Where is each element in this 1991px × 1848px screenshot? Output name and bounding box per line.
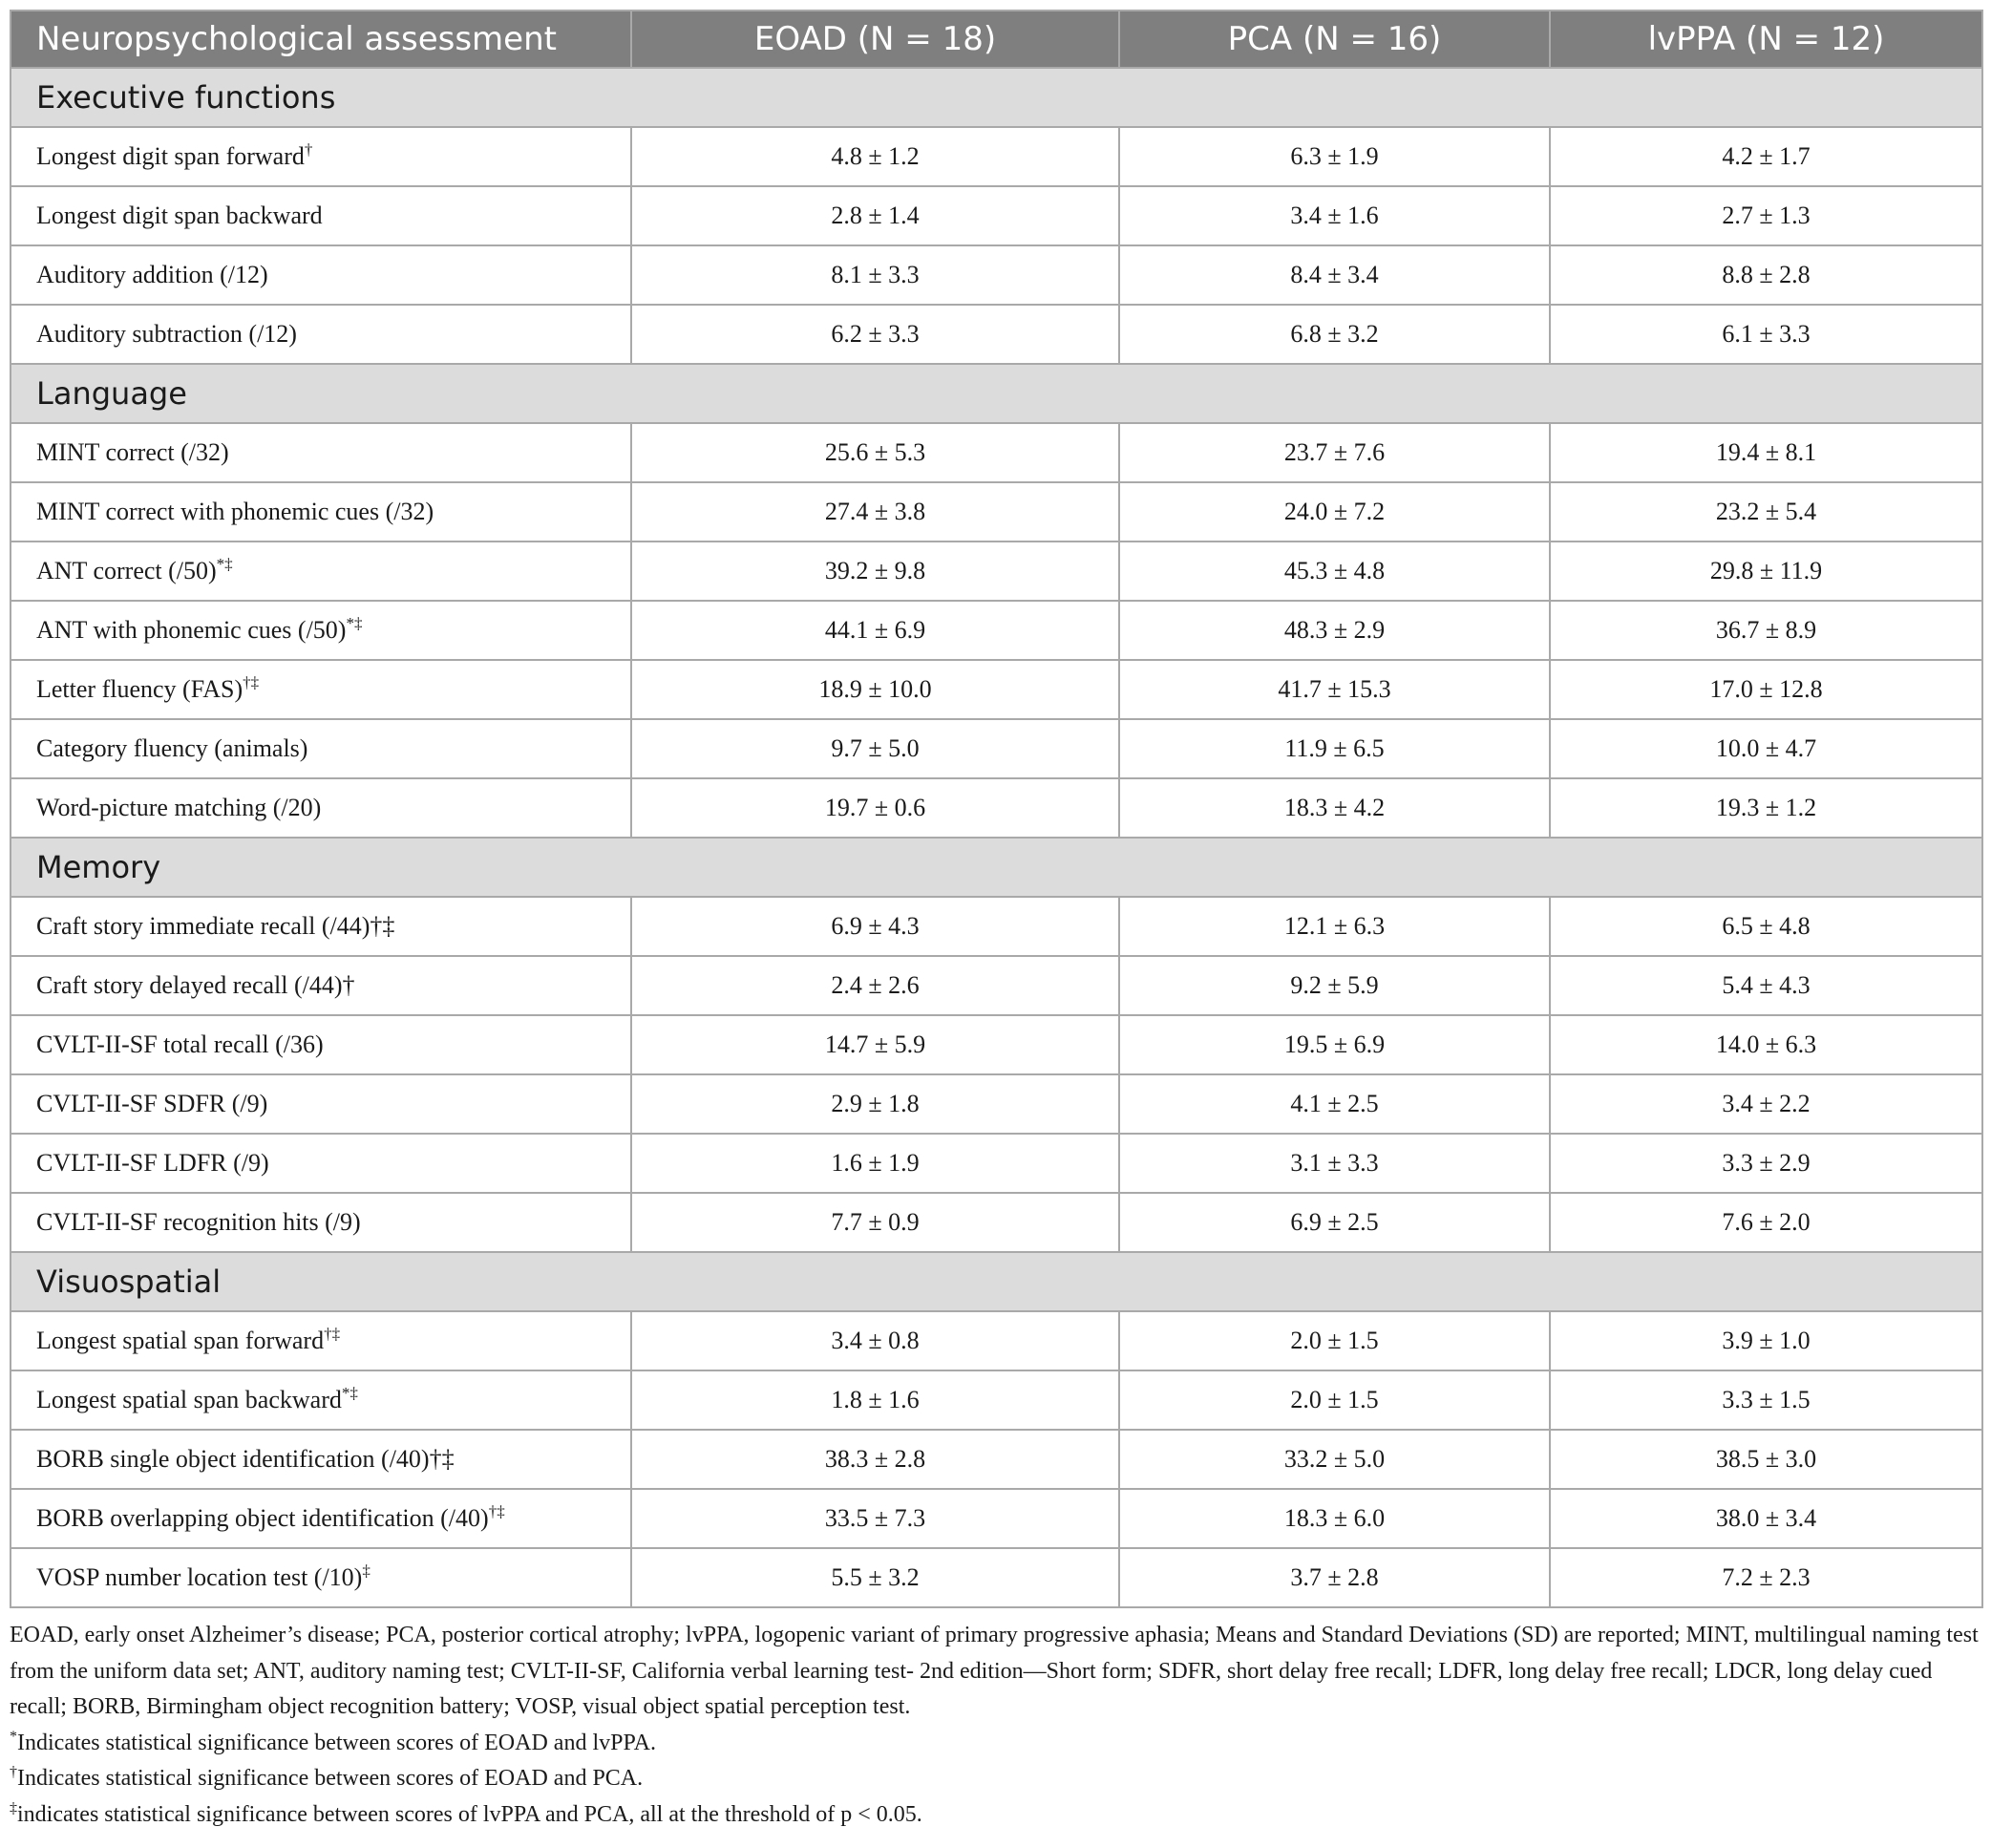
row-label: ANT correct (/50)	[36, 557, 217, 584]
table-row	[11, 1548, 1982, 1607]
row-label: MINT correct (/32)	[36, 438, 229, 466]
row-label: Longest spatial span forward	[36, 1327, 325, 1354]
significance-marks: †‡	[243, 673, 260, 691]
pca-value: 2.0 ± 1.5	[1119, 1311, 1550, 1370]
row-label: CVLT-II-SF recognition hits (/9)	[36, 1208, 361, 1236]
lvppa-value: 3.9 ± 1.0	[1550, 1311, 1982, 1370]
eoad-value: 3.4 ± 0.8	[631, 1311, 1119, 1370]
section-title: Memory	[11, 838, 1982, 897]
table-row	[11, 245, 1982, 305]
lvppa-value: 19.3 ± 1.2	[1550, 778, 1982, 838]
eoad-value: 39.2 ± 9.8	[631, 542, 1119, 601]
pca-value: 6.9 ± 2.5	[1119, 1193, 1550, 1252]
row-label: Word-picture matching (/20)	[36, 794, 322, 821]
pca-value: 45.3 ± 4.8	[1119, 542, 1550, 601]
row-label: Longest spatial span backward	[36, 1386, 342, 1413]
row-label: BORB overlapping object identification (/40)	[36, 1504, 489, 1532]
eoad-value: 25.6 ± 5.3	[631, 423, 1119, 482]
table-row	[11, 1015, 1982, 1074]
row-label-cell	[11, 245, 631, 305]
row-label: ANT with phonemic cues (/50)	[36, 616, 347, 644]
row-label-cell	[11, 1489, 631, 1548]
table-row	[11, 897, 1982, 956]
pca-value: 24.0 ± 7.2	[1119, 482, 1550, 542]
section-title: Executive functions	[11, 68, 1982, 127]
table-row	[11, 1311, 1982, 1370]
section-row	[11, 68, 1982, 127]
row-label: Craft story immediate recall (/44)†‡	[36, 912, 395, 940]
table-row	[11, 601, 1982, 660]
table-header-row	[11, 11, 1982, 68]
eoad-value: 7.7 ± 0.9	[631, 1193, 1119, 1252]
eoad-value: 4.8 ± 1.2	[631, 127, 1119, 186]
eoad-value: 27.4 ± 3.8	[631, 482, 1119, 542]
table-row	[11, 305, 1982, 364]
header-assessment: Neuropsychological assessment	[11, 11, 631, 68]
lvppa-value: 4.2 ± 1.7	[1550, 127, 1982, 186]
eoad-value: 38.3 ± 2.8	[631, 1430, 1119, 1489]
pca-value: 4.1 ± 2.5	[1119, 1074, 1550, 1134]
row-label-cell	[11, 1074, 631, 1134]
footnote-dagger: †Indicates statistical significance between scores of EOAD and PCA.	[10, 1764, 644, 1791]
section-title: Language	[11, 364, 1982, 423]
table-row	[11, 186, 1982, 245]
results-table-container	[10, 10, 1981, 1833]
pca-value: 3.7 ± 2.8	[1119, 1548, 1550, 1607]
pca-value: 11.9 ± 6.5	[1119, 719, 1550, 778]
pca-value: 48.3 ± 2.9	[1119, 601, 1550, 660]
eoad-value: 19.7 ± 0.6	[631, 778, 1119, 838]
eoad-value: 1.6 ± 1.9	[631, 1134, 1119, 1193]
pca-value: 9.2 ± 5.9	[1119, 956, 1550, 1015]
lvppa-value: 14.0 ± 6.3	[1550, 1015, 1982, 1074]
lvppa-value: 3.3 ± 1.5	[1550, 1370, 1982, 1430]
section-title: Visuospatial	[11, 1252, 1982, 1311]
eoad-value: 2.4 ± 2.6	[631, 956, 1119, 1015]
row-label-cell	[11, 1311, 631, 1370]
lvppa-value: 7.2 ± 2.3	[1550, 1548, 1982, 1607]
pca-value: 23.7 ± 7.6	[1119, 423, 1550, 482]
lvppa-value: 2.7 ± 1.3	[1550, 186, 1982, 245]
table-row	[11, 660, 1982, 719]
lvppa-value: 36.7 ± 8.9	[1550, 601, 1982, 660]
significance-marks: ‡	[362, 1561, 371, 1580]
lvppa-value: 38.5 ± 3.0	[1550, 1430, 1982, 1489]
lvppa-value: 29.8 ± 11.9	[1550, 542, 1982, 601]
pca-value: 19.5 ± 6.9	[1119, 1015, 1550, 1074]
header-lvppa: lvPPA (N = 12)	[1550, 11, 1982, 68]
lvppa-value: 3.3 ± 2.9	[1550, 1134, 1982, 1193]
row-label-cell	[11, 778, 631, 838]
eoad-value: 1.8 ± 1.6	[631, 1370, 1119, 1430]
eoad-value: 33.5 ± 7.3	[631, 1489, 1119, 1548]
section-row	[11, 1252, 1982, 1311]
row-label: Category fluency (animals)	[36, 734, 308, 762]
significance-marks: *‡	[216, 555, 233, 573]
pca-value: 2.0 ± 1.5	[1119, 1370, 1550, 1430]
eoad-value: 6.9 ± 4.3	[631, 897, 1119, 956]
lvppa-value: 7.6 ± 2.0	[1550, 1193, 1982, 1252]
pca-value: 18.3 ± 4.2	[1119, 778, 1550, 838]
eoad-value: 5.5 ± 3.2	[631, 1548, 1119, 1607]
row-label-cell	[11, 897, 631, 956]
row-label-cell	[11, 186, 631, 245]
row-label: MINT correct with phonemic cues (/32)	[36, 498, 434, 525]
pca-value: 33.2 ± 5.0	[1119, 1430, 1550, 1489]
table-body	[11, 68, 1982, 1607]
row-label-cell	[11, 660, 631, 719]
row-label-cell	[11, 601, 631, 660]
table-row	[11, 542, 1982, 601]
row-label-cell	[11, 1193, 631, 1252]
row-label: VOSP number location test (/10)	[36, 1563, 363, 1591]
pca-value: 3.4 ± 1.6	[1119, 186, 1550, 245]
eoad-value: 6.2 ± 3.3	[631, 305, 1119, 364]
pca-value: 3.1 ± 3.3	[1119, 1134, 1550, 1193]
pca-value: 6.8 ± 3.2	[1119, 305, 1550, 364]
row-label-cell	[11, 542, 631, 601]
pca-value: 41.7 ± 15.3	[1119, 660, 1550, 719]
table-row	[11, 1370, 1982, 1430]
lvppa-value: 8.8 ± 2.8	[1550, 245, 1982, 305]
lvppa-value: 6.1 ± 3.3	[1550, 305, 1982, 364]
pca-value: 12.1 ± 6.3	[1119, 897, 1550, 956]
row-label-cell	[11, 956, 631, 1015]
footnote-double-dagger: ‡indicates statistical significance between scores of lvPPA and PCA, all at the threshold of p < 0.05.	[10, 1799, 922, 1827]
row-label: Letter fluency (FAS)	[36, 675, 244, 703]
row-label: CVLT-II-SF LDFR (/9)	[36, 1149, 269, 1177]
significance-marks: *‡	[346, 614, 363, 632]
eoad-value: 2.8 ± 1.4	[631, 186, 1119, 245]
lvppa-value: 5.4 ± 4.3	[1550, 956, 1982, 1015]
row-label-cell	[11, 127, 631, 186]
row-label-cell	[11, 1548, 631, 1607]
table-row	[11, 1489, 1982, 1548]
pca-value: 18.3 ± 6.0	[1119, 1489, 1550, 1548]
table-row	[11, 1134, 1982, 1193]
lvppa-value: 6.5 ± 4.8	[1550, 897, 1982, 956]
row-label-cell	[11, 1015, 631, 1074]
table-row	[11, 482, 1982, 542]
table-row	[11, 1074, 1982, 1134]
table-row	[11, 956, 1982, 1015]
row-label: Longest digit span backward	[36, 202, 323, 229]
row-label-cell	[11, 719, 631, 778]
row-label-cell	[11, 1430, 631, 1489]
table-row	[11, 127, 1982, 186]
lvppa-value: 10.0 ± 4.7	[1550, 719, 1982, 778]
footnote-star: *Indicates statistical significance between scores of EOAD and lvPPA.	[10, 1728, 656, 1755]
eoad-value: 44.1 ± 6.9	[631, 601, 1119, 660]
lvppa-value: 23.2 ± 5.4	[1550, 482, 1982, 542]
section-row	[11, 838, 1982, 897]
pca-value: 8.4 ± 3.4	[1119, 245, 1550, 305]
table-footnotes	[10, 1618, 1981, 1833]
header-eoad: EOAD (N = 18)	[631, 11, 1119, 68]
row-label-cell	[11, 423, 631, 482]
header-pca: PCA (N = 16)	[1119, 11, 1550, 68]
table-row	[11, 778, 1982, 838]
row-label: CVLT-II-SF total recall (/36)	[36, 1030, 324, 1058]
section-row	[11, 364, 1982, 423]
row-label: Auditory subtraction (/12)	[36, 320, 297, 348]
footnote-abbreviations: EOAD, early onset Alzheimer’s disease; PCA, posterior cortical atrophy; lvPPA, logopenic variant of primary progressive aphasia; Means and Standard Deviations (SD) are reported; MINT, multilingual naming test from the uniform data set; ANT, auditory naming test; CVLT-II-SF, California verbal learning test- 2nd edition—Short form; SDFR, short delay free recall; LDFR, long delay free recall; LDCR, long delay cued recall; BORB, Birmingham object recognition battery; VOSP, visual object spatial perception test.	[10, 1623, 1979, 1719]
row-label-cell	[11, 1134, 631, 1193]
eoad-value: 2.9 ± 1.8	[631, 1074, 1119, 1134]
neuropsych-table	[10, 10, 1983, 1608]
significance-marks: †‡	[324, 1325, 341, 1343]
significance-marks: †‡	[488, 1502, 505, 1520]
row-label: Auditory addition (/12)	[36, 261, 268, 288]
significance-marks: *‡	[341, 1384, 358, 1402]
row-label-cell	[11, 482, 631, 542]
eoad-value: 8.1 ± 3.3	[631, 245, 1119, 305]
significance-marks: †	[304, 140, 313, 159]
row-label-cell	[11, 1370, 631, 1430]
pca-value: 6.3 ± 1.9	[1119, 127, 1550, 186]
table-row	[11, 1193, 1982, 1252]
table-row	[11, 423, 1982, 482]
lvppa-value: 3.4 ± 2.2	[1550, 1074, 1982, 1134]
table-row	[11, 719, 1982, 778]
lvppa-value: 38.0 ± 3.4	[1550, 1489, 1982, 1548]
row-label-cell	[11, 305, 631, 364]
row-label: Craft story delayed recall (/44)†	[36, 971, 355, 999]
lvppa-value: 17.0 ± 12.8	[1550, 660, 1982, 719]
eoad-value: 18.9 ± 10.0	[631, 660, 1119, 719]
row-label: CVLT-II-SF SDFR (/9)	[36, 1090, 268, 1117]
lvppa-value: 19.4 ± 8.1	[1550, 423, 1982, 482]
table-row	[11, 1430, 1982, 1489]
row-label: Longest digit span forward	[36, 142, 305, 170]
eoad-value: 9.7 ± 5.0	[631, 719, 1119, 778]
eoad-value: 14.7 ± 5.9	[631, 1015, 1119, 1074]
row-label: BORB single object identification (/40)†‡	[36, 1445, 455, 1473]
